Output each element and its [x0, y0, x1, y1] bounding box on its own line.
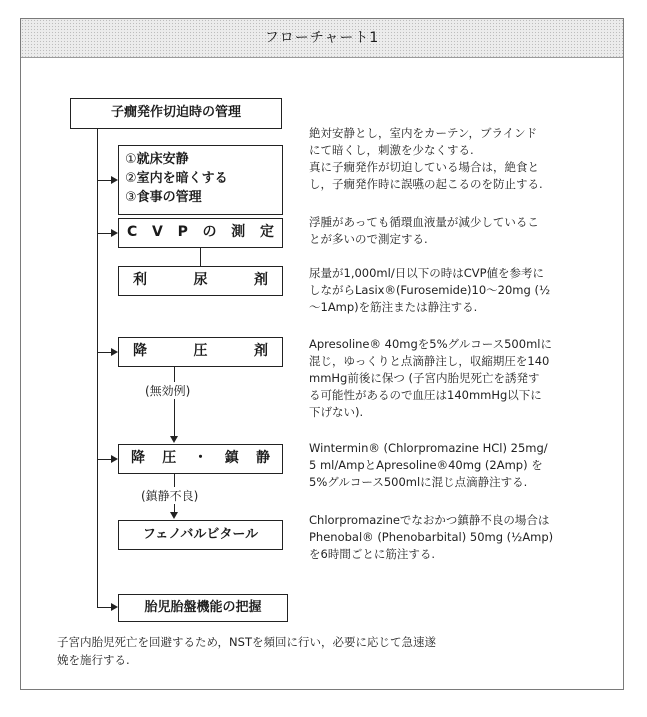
antihypertensive-sedation-note: Wintermin® (Chlorpromazine HCl) 25mg/ 5 ml/AmpとApresoline®40mg (2Amp) を 5%グルコース500mlに混じ点滴静注する. — [309, 441, 548, 489]
phenobarbital-note: Chlorpromazineでなおかつ鎮静不良の場合は Phenobal® (Phenobarbital) 50mg (½Amp) を6時間ごとに筋注する. — [309, 513, 554, 561]
connector-line — [174, 367, 175, 438]
connector-line — [200, 248, 201, 266]
cvp-measurement-box: C V P の 測 定 — [118, 218, 283, 248]
branch-line — [97, 180, 111, 181]
arrow-right-icon — [111, 348, 118, 356]
branch-line — [97, 233, 111, 234]
arrow-right-icon — [111, 229, 118, 237]
antihypertensive-box: 降 圧 剤 — [118, 337, 283, 367]
flowchart-frame — [20, 18, 624, 690]
antihypertensive-note: Apresoline® 40mgを5%グルコース500mlに 混じ，ゆっくりと点滴静注し，収縮期圧を140 mmHg前後に保つ (子宮内胎児死亡を誘発す る可能性があるので血圧は140mmHg以下に 下げない). — [309, 337, 552, 419]
initial-care-note: 絶対安静とし，室内をカーテン，ブラインド にて暗くし，刺激を少なくする. 真に子癇発作が切迫している場合は，絶食と し，子癇発作時に誤嚥の起こるのを防止する. — [309, 126, 543, 191]
initial-care-box — [118, 145, 283, 215]
cvp-note: 浮腫があっても循環血液量が減少しているこ とが多いので測定する. — [309, 215, 539, 246]
footer-note: 子宮内胎児死亡を回避するため，NSTを頻回に行い，必要に応じて急速遂 娩を施行する. — [57, 635, 436, 667]
phenobarbital-box: フェノバルビタール — [118, 520, 283, 550]
antihypertensive-sedation-box: 降 圧 ・ 鎮 静 — [118, 444, 283, 474]
arrow-down-icon — [170, 512, 178, 519]
initial-care-item-2: ②室内を暗くする — [125, 171, 228, 186]
branch-line — [97, 352, 111, 353]
diuretic-note: 尿量が1,000ml/日以下の時はCVP値を参考に しながらLasix®(Furosemide)10～20mg (½ ～1Amp)を筋注または静注する. — [309, 266, 551, 314]
poor-sedation-label: (鎮静不良) — [141, 489, 199, 503]
header-band — [21, 19, 623, 58]
initial-care-item-1: ①就床安静 — [125, 152, 189, 167]
main-management-box: 子癇発作切迫時の管理 — [70, 98, 282, 129]
fetal-placental-assessment-box: 胎児胎盤機能の把握 — [118, 594, 288, 622]
branch-line — [97, 607, 111, 608]
branch-line — [97, 459, 111, 460]
arrow-right-icon — [111, 603, 118, 611]
trunk-line — [97, 129, 98, 607]
initial-care-item-3: ③食事の管理 — [125, 190, 202, 205]
arrow-right-icon — [111, 455, 118, 463]
diuretic-box: 利 尿 剤 — [118, 266, 283, 296]
arrow-down-icon — [170, 436, 178, 443]
flowchart-title: フローチャート1 — [264, 30, 380, 46]
ineffective-label: (無効例) — [145, 384, 191, 398]
arrow-right-icon — [111, 176, 118, 184]
